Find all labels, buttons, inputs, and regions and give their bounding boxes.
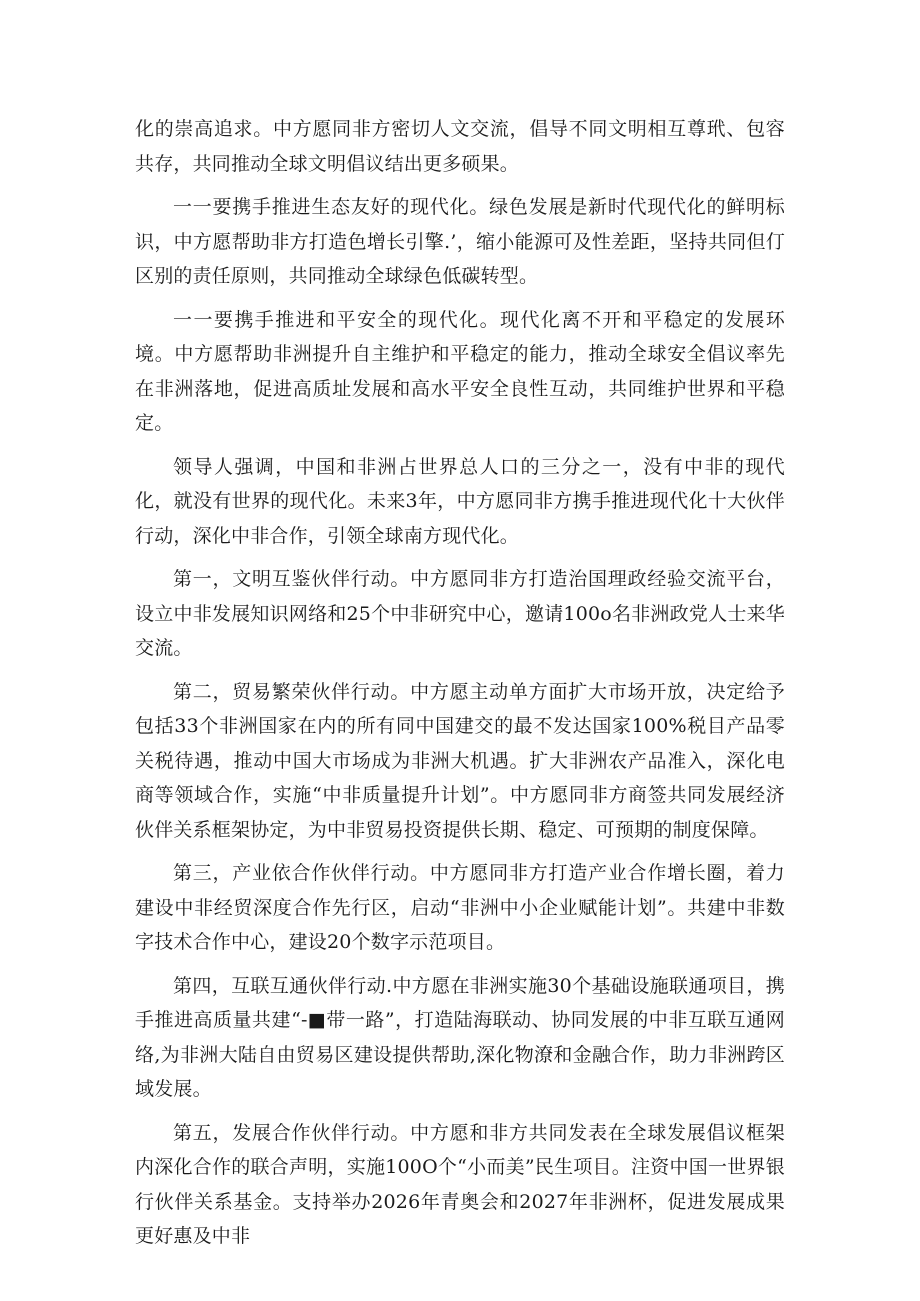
paragraph-peace-security-modernization: 一一要携手推进和平安全的现代化。现代化离不开和平稳定的发展环境。中方愿帮助非洲提升自主维护和平稳定的能力，推动全球安全倡议率先在非洲落地，促进高质址发展和高水平安全良性互动，共同维护世界和平稳定。 <box>135 308 785 434</box>
paragraph-ecological-modernization: 一一要携手推进生态友好的现代化。绿色发展是新时代现代化的鲜明标识，中方愿帮助非方打造色增长引擎.’，缩小能源可及性差距，坚持共同但仃区别的责任原则，共同推动全球绿色低碳转型。 <box>135 196 785 287</box>
paragraph-leaders-emphasis: 领导人强调，中国和非洲占世界总人口的三分之一，没有中非的现代化，就没有世界的现代化。未来3年，中方愿同非方携手推进现代化十大伙伴行动，深化中非合作，引领全球南方现代化。 <box>135 455 785 547</box>
document-body <box>135 112 785 1263</box>
paragraph-action-industry: 第三，产业依合作伙伴行动。中方愿同非方打造产业合作增长圈，着力建设中非经贸深度合作先行区，启动“非洲中小企业赋能计划”。共建中非数字技术合作中心，建设20个数字示范项目。 <box>135 862 785 953</box>
paragraph-action-development: 第五，发展合作伙伴行动。中方愿和非方共同发表在全球发展倡议框架内深化合作的联合声明，实施100O个“小而美”民生项目。注资中国一世界银行伙伴关系基金。支持举办2026年青奥会和2027年非洲杯，促进发展成果更好惠及中非 <box>135 1121 785 1247</box>
paragraph-action-connectivity: 第四，互联互通伙伴行动.中方愿在非洲实施30个基础设施联通项目，携手推进高质量共建“-■带一路”，打造陆海联动、协同发展的中非互联互通网络,为非洲大陆自由贸易区建设提供帮助,深化物潦和金融合作，助力非洲跨区域发展。 <box>135 974 785 1100</box>
paragraph-action-civilization: 第一，文明互鉴伙伴行动。中方愿同非方打造治国理政经验交流平台，设立中非发展知识网络和25个中非研究中心，邀请100o名非洲政党人士来华交流。 <box>135 568 785 659</box>
paragraph-continuation: 化的崇高追求。中方愿同非方密切人文交流，倡导不同文明相互尊玳、包容共存，共同推动全球文明倡议结出更多硕果。 <box>135 118 785 175</box>
paragraph-action-trade: 第二，贸易繁荣伙伴行动。中方愿主动单方面扩大市场开放，决定给予包括33个非洲国家在内的所有同中国建交的最不发达国家100%税目产品零关税待遇，推动中国大市场成为非洲大机遇。扩大非洲农产品准入，深化电商等领域合作，实施“中非质量提升计划”。中方愿同非方商签共同发展经济伙伴关系框架协定，为中非贸易投资提供长期、稳定、可预期的制度保障。 <box>135 680 785 841</box>
